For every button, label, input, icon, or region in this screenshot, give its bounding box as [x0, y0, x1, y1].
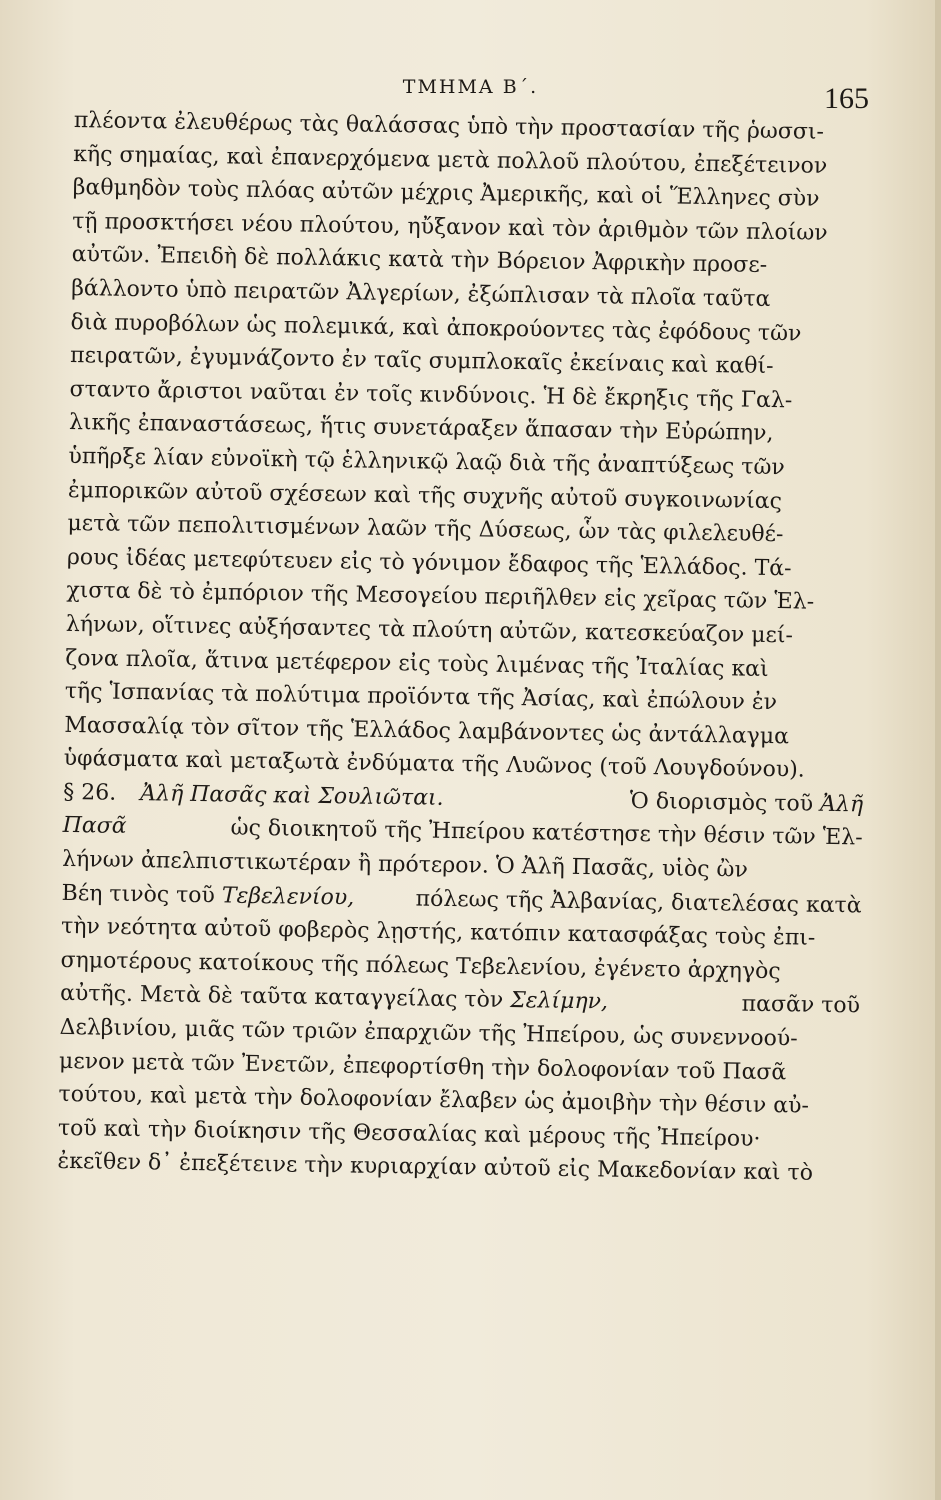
text-line: ὑφάσματα καὶ μεταξωτὰ ἐνδύματα τῆς Λυῶνος (τοῦ Λουγδούνου). [63, 746, 805, 783]
text-line: πλέοντα ἐλευθέρως τὰς θαλάσσας ὑπὸ τὴν προστασίαν τῆς ῥωσσι- [73, 108, 825, 145]
section-text-italic: Ἀλῆ [819, 791, 864, 818]
text-line: βάλλοντο ὑπὸ πειρατῶν Ἀλγερίων, ἐξώπλισαν τὰ πλοῖα ταῦτα [70, 275, 771, 312]
text-line: ὑπῆρξε λίαν εὐνοϊκὴ τῷ ἑλληνικῷ λαῷ διὰ τῆς ἀναπτύξεως τῶν [68, 443, 785, 481]
text-line: λήνων ἀπελπιστικωτέραν ἢ πρότερον. Ὁ Ἀλῆ Πασᾶς, υἱὸς ὢν [61, 846, 749, 883]
section-text: πασᾶν τοῦ [741, 992, 861, 1019]
section-text: αὐτῆς. Μετὰ δὲ ταῦτα καταγγείλας τὸν [59, 981, 504, 1014]
text-line: τῇ προσκτήσει νέου πλούτου, ηὔξανον καὶ τὸν ἀριθμὸν τῶν πλοίων [72, 208, 828, 246]
section-text: Βέη τινὸς τοῦ [61, 880, 216, 908]
text-line: τοῦ καὶ τὴν διοίκησιν τῆς Θεσσαλίας καὶ μέρους τῆς Ἠπείρου· [57, 1115, 761, 1152]
text-line: ἐκεῖθεν δ᾽ ἐπεξέτεινε τὴν κυριαρχίαν αὐτοῦ εἰς Μακεδονίαν καὶ τὸ [57, 1149, 814, 1187]
section-text: πόλεως τῆς Ἀλβανίας, διατελέσας κατὰ [415, 886, 862, 919]
text-line: Μασσαλίᾳ τὸν σῖτον τῆς Ἑλλάδος λαμβάνοντες ὡς ἀντάλλαγμα [64, 712, 790, 749]
text-line: τούτου, καὶ μετὰ τὴν δολοφονίαν ἔλαβεν ὡς ἀμοιβὴν τὴν θέσιν αὐ- [58, 1082, 810, 1119]
text-line: σταντο ἄριστοι ναῦται ἐν τοῖς κινδύνοις. Ἡ δὲ ἔκρηξις τῆς Γαλ- [69, 376, 793, 414]
text-line: βαθμηδὸν τοὺς πλόας αὐτῶν μέχρις Ἀμερικῆς, καὶ οἱ Ἕλληνες σὺν [72, 175, 820, 212]
running-head: ΤΜΗΜΑ Β΄. [402, 76, 539, 98]
text-line: πειρατῶν, ἐγυμνάζοντο ἐν ταῖς συμπλοκαῖς ἐκείναις καὶ καθί- [69, 343, 774, 380]
section-text: Ὁ διορισμὸς τοῦ [629, 788, 814, 817]
page-number: 165 [824, 82, 869, 115]
text-line: χιστα δὲ τὸ ἐμπόριον τῆς Μεσογείου περιῆλθεν εἰς χεῖρας τῶν Ἑλ- [66, 578, 815, 615]
text-line: λήνων, οἵτινες αὐξήσαντες τὰ πλούτη αὐτῶν, κατεσκεύαζον μεί- [65, 611, 794, 649]
page-edge [935, 0, 941, 1500]
text-line: Δελβινίου, μιᾶς τῶν τριῶν ἐπαρχιῶν τῆς Ἠπείρου, ὡς συνεννοού- [59, 1014, 798, 1052]
text-line: κῆς σημαίας, καὶ ἐπανερχόμενα μετὰ πολλοῦ πλούτου, ἐπεξέτεινον [73, 141, 828, 179]
text-line: λικῆς ἐπαναστάσεως, ἥτις συνετάραξεν ἅπασαν τὴν Εὐρώπην, [68, 410, 774, 447]
section-text-italic: Σελίμην, [510, 988, 609, 1015]
text-line: μετὰ τῶν πεπολιτισμένων λαῶν τῆς Δύσεως, ὧν τὰς φιλελευθέ- [67, 511, 784, 548]
section-text-italic: Τεβελενίου, [221, 883, 355, 911]
text-line: διὰ πυροβόλων ὡς πολεμικά, καὶ ἀποκρούοντες τὰς ἐφόδους τῶν [70, 309, 802, 347]
text-line: μενον μετὰ τῶν Ἐνετῶν, ἐπεφορτίσθη τὴν δολοφονίαν τοῦ Πασᾶ [58, 1048, 787, 1085]
text-line: αὐτῶν. Ἐπειδὴ δὲ πολλάκις κατὰ τὴν Βόρειον Ἀφρικὴν προσε- [71, 242, 768, 279]
text-line: ζονα πλοῖα, ἅτινα μετέφερον εἰς τοὺς λιμένας τῆς Ἰταλίας καὶ [65, 645, 769, 682]
section-text-italic: Πασᾶ [62, 813, 127, 840]
section-title: Ἀλῆ Πασᾶς καὶ Σουλιῶται. [140, 781, 444, 811]
text-line: ρους ἰδέας μετεφύτευεν εἰς τὸ γόνιμον ἔδαφος τῆς Ἑλλάδος. Τά- [66, 544, 792, 582]
body-text [57, 108, 874, 1195]
section-number: § 26. [63, 779, 117, 806]
text-line: ἐμπορικῶν αὐτοῦ σχέσεων καὶ τῆς συχνῆς αὐτοῦ συγκοινωνίας [67, 477, 783, 514]
section-text: ὡς διοικητοῦ τῆς Ἠπείρου κατέστησε τὴν θέσιν τῶν Ἑλ- [230, 816, 863, 851]
text-line: τῆς Ἱσπανίας τὰ πολύτιμα προϊόντα τῆς Ἀσίας, καὶ ἐπώλουν ἐν [64, 679, 778, 716]
text-line: σημοτέρους κατοίκους τῆς πόλεως Τεβελενίου, ἐγένετο ἀρχηγὸς [60, 947, 781, 985]
text-line: τὴν νεότητα αὐτοῦ φοβερὸς λῃστής, κατόπιν κατασφάξας τοὺς ἐπι- [60, 914, 816, 951]
